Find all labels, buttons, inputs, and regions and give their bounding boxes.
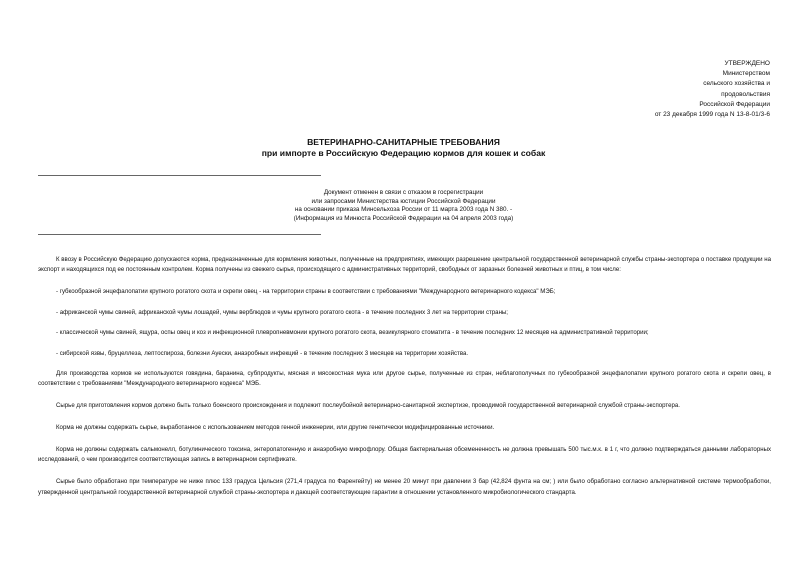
approval-line: Российской Федерации: [699, 100, 770, 108]
subtitle-line: при импорте в Российскую Федерацию кормов для кошек и собак: [261, 148, 546, 158]
intro-paragraph: К ввозу в Российскую Федерацию допускаются корма, предназначенные для кормления животных, полученные на предприятиях, имеющих разрешение центральной государственной ветеринарной службы страны-экспортера о поставке продукции на экспорт и находящихся под ее постоянным контролем. Корма получены из свежего сырья, происходящего с административных территорий, свободных от заразных болезней животных и птиц, в том числе:: [38, 256, 771, 274]
notice-line: Документ отменен в связи с отказом в госрегистрации: [323, 189, 484, 196]
divider-bottom: [38, 234, 321, 235]
notice-line: или запросами Министерства юстиции Российской Федерации: [311, 197, 496, 205]
disease-item: - сибирской язвы, бруцеллеза, лептоспироза, болезни Ауески, анаэробных инфекций - в течение последних 3 месяцев на территории хозяйства.: [56, 349, 469, 357]
approval-line: Министерством: [722, 70, 770, 78]
approval-line: УТВЕРЖДЕНО: [724, 60, 770, 67]
body-paragraph: Сырье было обработано при температуре не ниже плюс 133 градуса Цельсия (271,4 градуса по Фаренгейту) не менее 20 минут при давлении 3 бар (42,824 фунта на см; ) или было обработано согласно альтернативной системе термообработки, утвержденной центральной государственной ветеринарной службой страны-экспортера и дающей соответствующие гарантии в отношении установленного микробиологического стандарта.: [38, 478, 771, 496]
body-paragraph: Корма не должны содержать сальмонелл, ботулинического токсина, энтеропатогенную и анаэробную микрофлору. Общая бактериальная обсемененность не должна превышать 500 тыс.м.к. в 1 г, что должно подтверждаться данными лабораторных исследований, о чем производится соответствующая запись в ветеринарном сертификате.: [38, 446, 771, 464]
notice-line: (Информация из Минюста Российской Федерации на 04 апреля 2003 года): [293, 214, 514, 222]
body-paragraph: Корма не должны содержать сырье, выработанное с использованием методов генной инженерии, или другие генетически модифицированные источники.: [56, 424, 495, 432]
approval-line: от 23 декабря 1999 года N 13-8-01/3-6: [654, 111, 770, 119]
approval-line: продовольствия: [721, 90, 770, 98]
disease-item: - африканской чумы свиней, африканской чумы лошадей, чумы верблюдов и чумы крупного рогатого скота - в течение последних 3 лет на территории страны;: [56, 308, 509, 316]
notice-line: на основании приказа Минсельхоза России от 11 марта 2003 года N 380. -: [294, 206, 513, 214]
title-line: ВЕТЕРИНАРНО-САНИТАРНЫЕ ТРЕБОВАНИЯ: [307, 137, 500, 147]
revocation-notice: [0, 189, 807, 223]
approval-line: сельского хозяйства и: [703, 80, 770, 88]
approval-stamp: [655, 59, 770, 120]
body-paragraph: Для производства кормов не используются говядина, баранина, субпродукты, мясная и мясокостная мука или другое сырье, полученные из стран, неблагополучных по губкообразной энцефалопатии крупного рогатого скота и скрепи овец, в соответствии с требованиями "Международного ветеринарного кодекса" МЭБ.: [38, 369, 771, 388]
document-title: [0, 137, 807, 159]
divider-top: [38, 175, 321, 176]
body-paragraph: Сырье для приготовления кормов должно быть только боенского происхождения и подлежит послеубойной ветеринарно-санитарной экспертизе, проводимой государственной ветеринарной службой страны-экспортера.: [56, 402, 680, 410]
document-body: [38, 255, 771, 510]
disease-item: - классической чумы свиней, ящура, оспы овец и коз и инфекционной плевропневмонии крупного рогатого скота, везикулярного стоматита - в течение последних 12 месяцев на административной территории;: [56, 329, 649, 337]
disease-item: - губкообразной энцефалопатии крупного рогатого скота и скрепи овец - на территории страны в соответствии с требованиями "Международного ветеринарного кодекса" МЭБ;: [56, 288, 556, 296]
